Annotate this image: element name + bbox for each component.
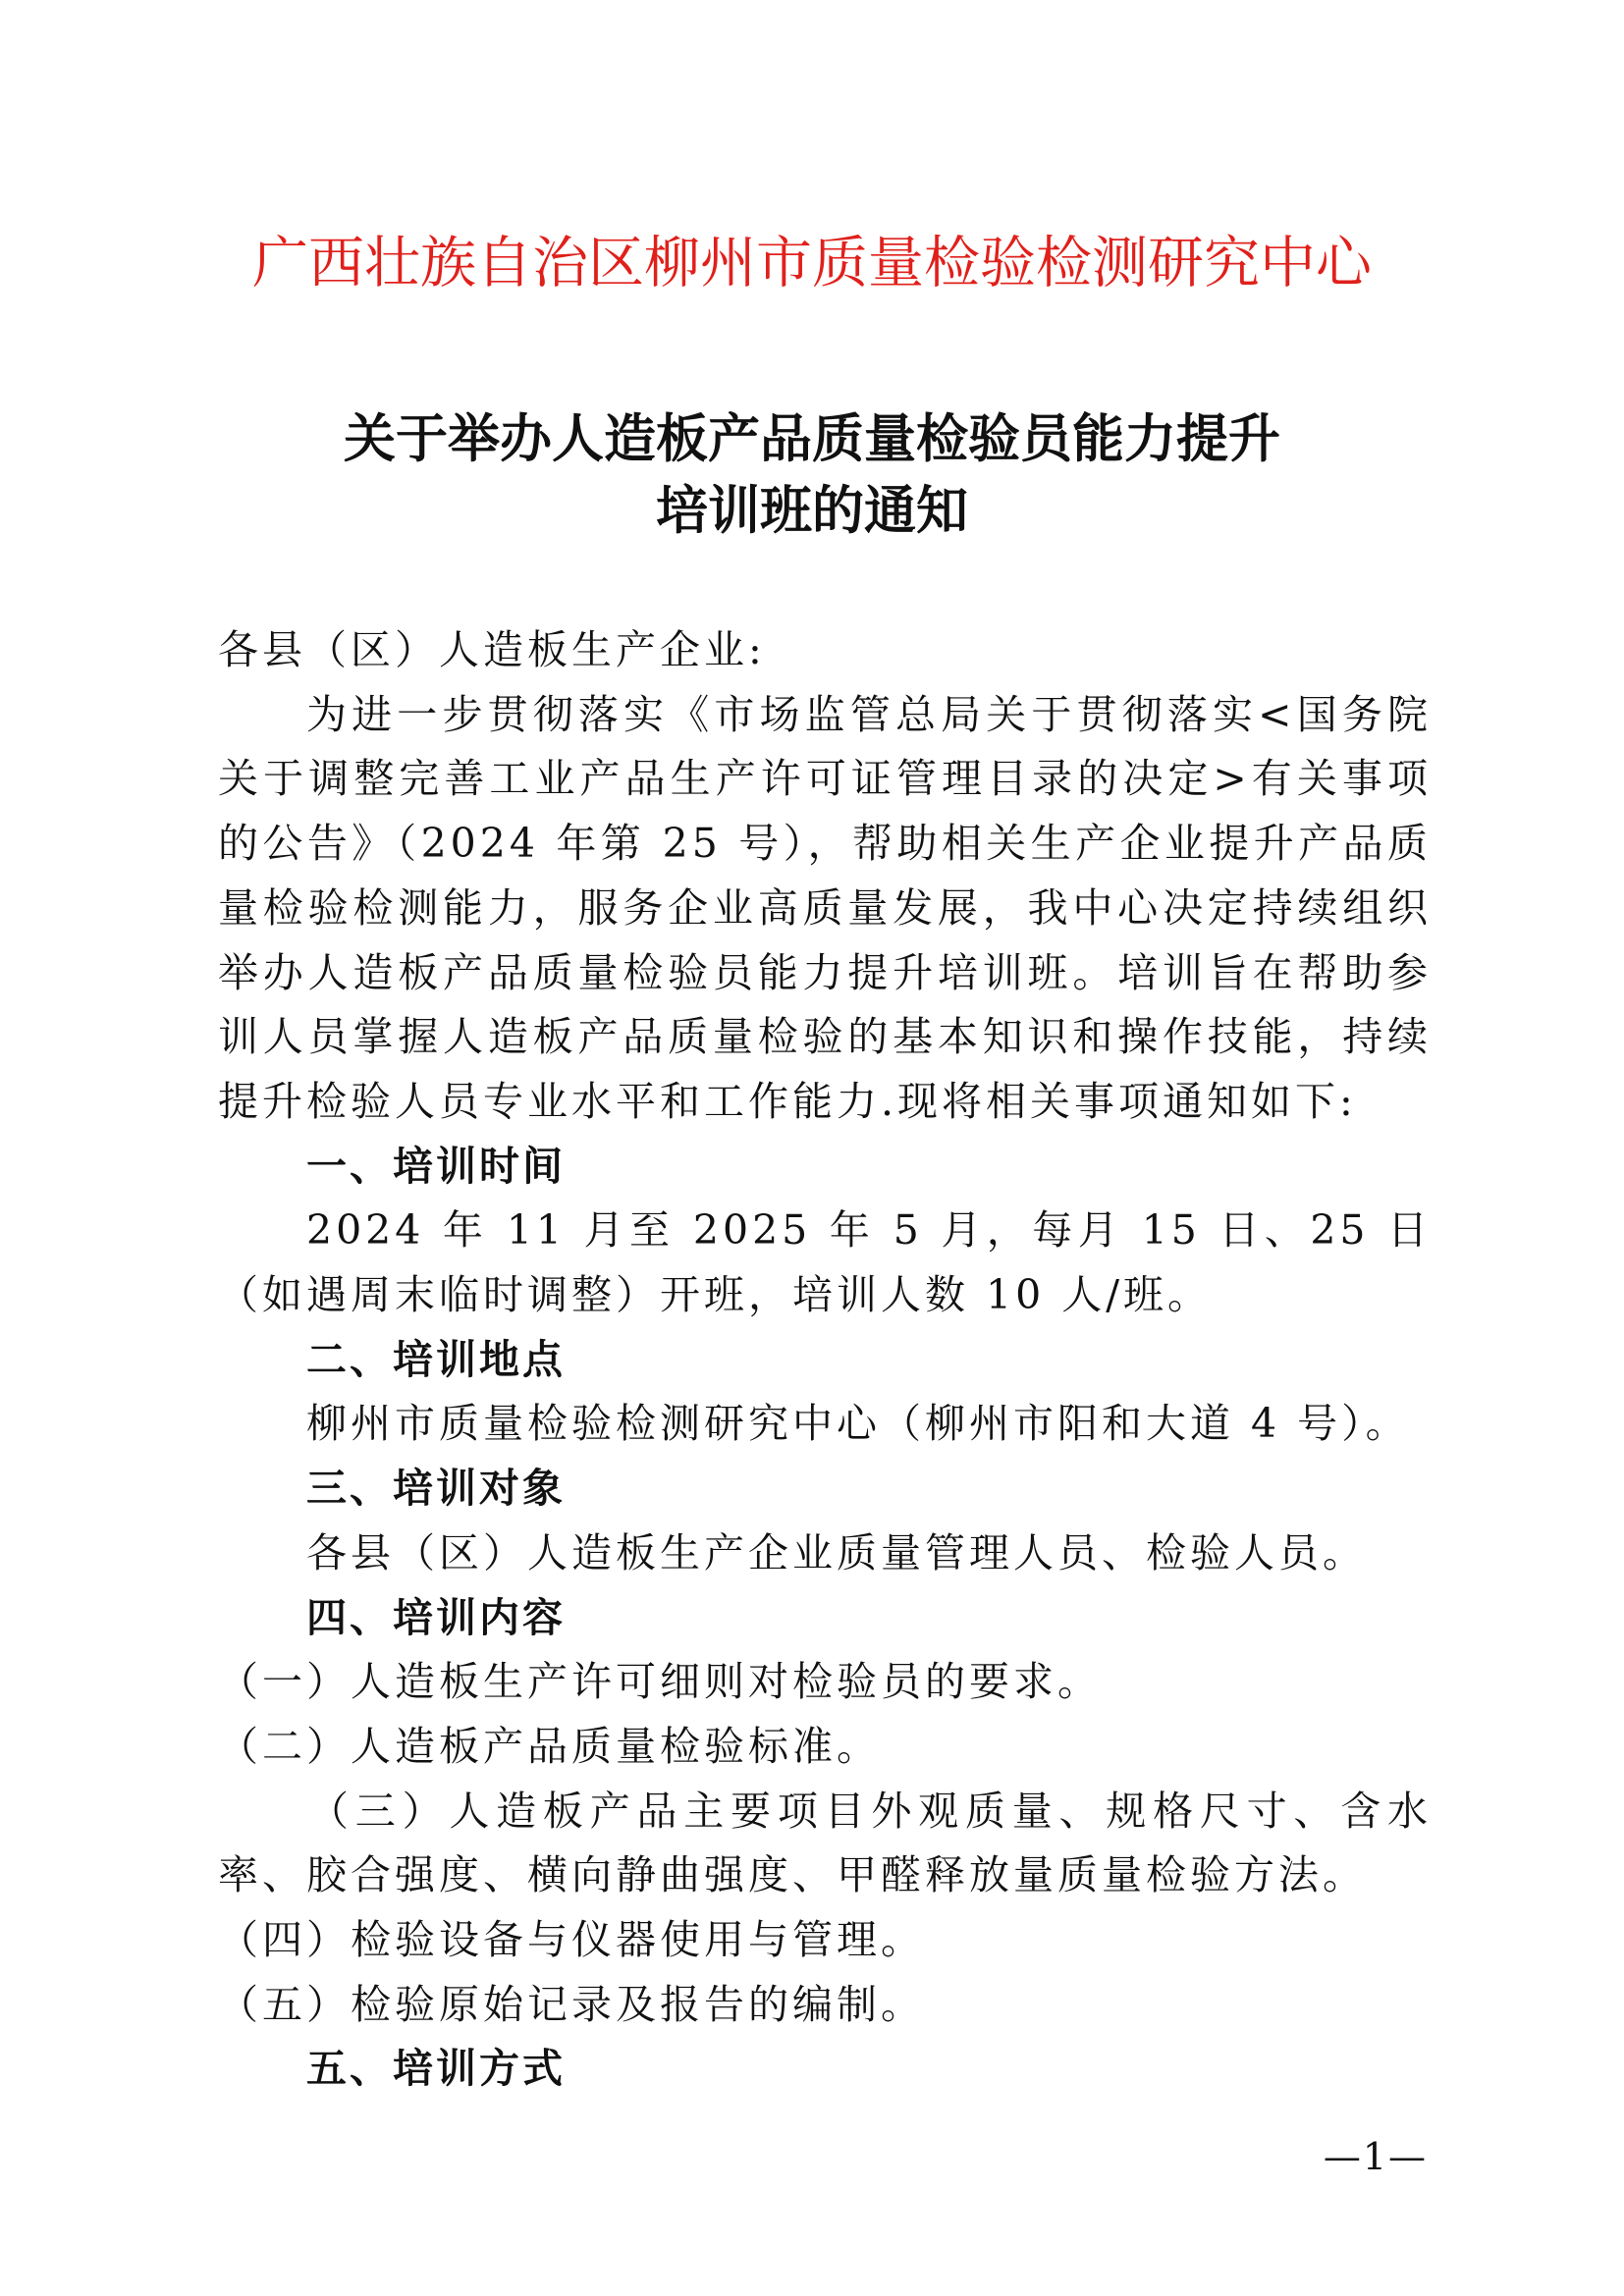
- intro-paragraph: 为进一步贯彻落实《市场监管总局关于贯彻落实<国务院关于调整完善工业产品生产许可证管理目录的决定>有关事项的公告》（2024 年第 25 号），帮助相关生产企业提升产品质量检验检测能力，服务企业高质量发展，我中心决定持续组织举办人造板产品质量检验员能力提升培训班。培训旨在帮助参训人员掌握人造板产品质量检验的基本知识和操作技能，持续提升检验人员专业水平和工作能力.现将相关事项通知如下:: [218, 690, 1432, 1125]
- section-heading-method: 五、培训方式: [306, 2045, 566, 2093]
- section-heading-time: 一、培训时间: [306, 1142, 566, 1190]
- organization-header: 广西壮族自治区柳州市质量检验检测研究中心: [252, 231, 1372, 295]
- salutation: 各县（区）人造板生产企业:: [218, 626, 766, 673]
- content-item-5: （五）检验原始记录及报告的编制。: [218, 1980, 925, 2028]
- document-title-line-2: 培训班的通知: [656, 480, 968, 541]
- section-text-audience: 各县（区）人造板生产企业质量管理人员、检验人员。: [306, 1528, 1367, 1576]
- content-item-4: （四）检验设备与仪器使用与管理。: [218, 1916, 925, 1964]
- section-heading-content: 四、培训内容: [306, 1593, 566, 1641]
- document-title-line-1: 关于举办人造板产品质量检验员能力提升: [344, 408, 1280, 469]
- section-text-time: 2024 年 11 月至 2025 年 5 月，每月 15 日、25 日（如遇周末临时调整）开班，培训人数 10 人/班。: [218, 1206, 1432, 1319]
- section-heading-audience: 三、培训对象: [306, 1465, 566, 1513]
- content-item-1: （一）人造板生产许可细则对检验员的要求。: [218, 1658, 1102, 1706]
- section-text-location: 柳州市质量检验检测研究中心（柳州市阳和大道 4 号）。: [306, 1400, 1410, 1448]
- page-number: —1—: [1323, 2135, 1428, 2178]
- document-body: [218, 618, 1432, 2102]
- content-item-3: （三）人造板产品主要项目外观质量、规格尺寸、含水率、胶合强度、横向静曲强度、甲醛释放量质量检验方法。: [218, 1787, 1432, 1899]
- section-heading-location: 二、培训地点: [306, 1335, 566, 1383]
- content-item-2: （二）人造板产品质量检验标准。: [218, 1722, 881, 1770]
